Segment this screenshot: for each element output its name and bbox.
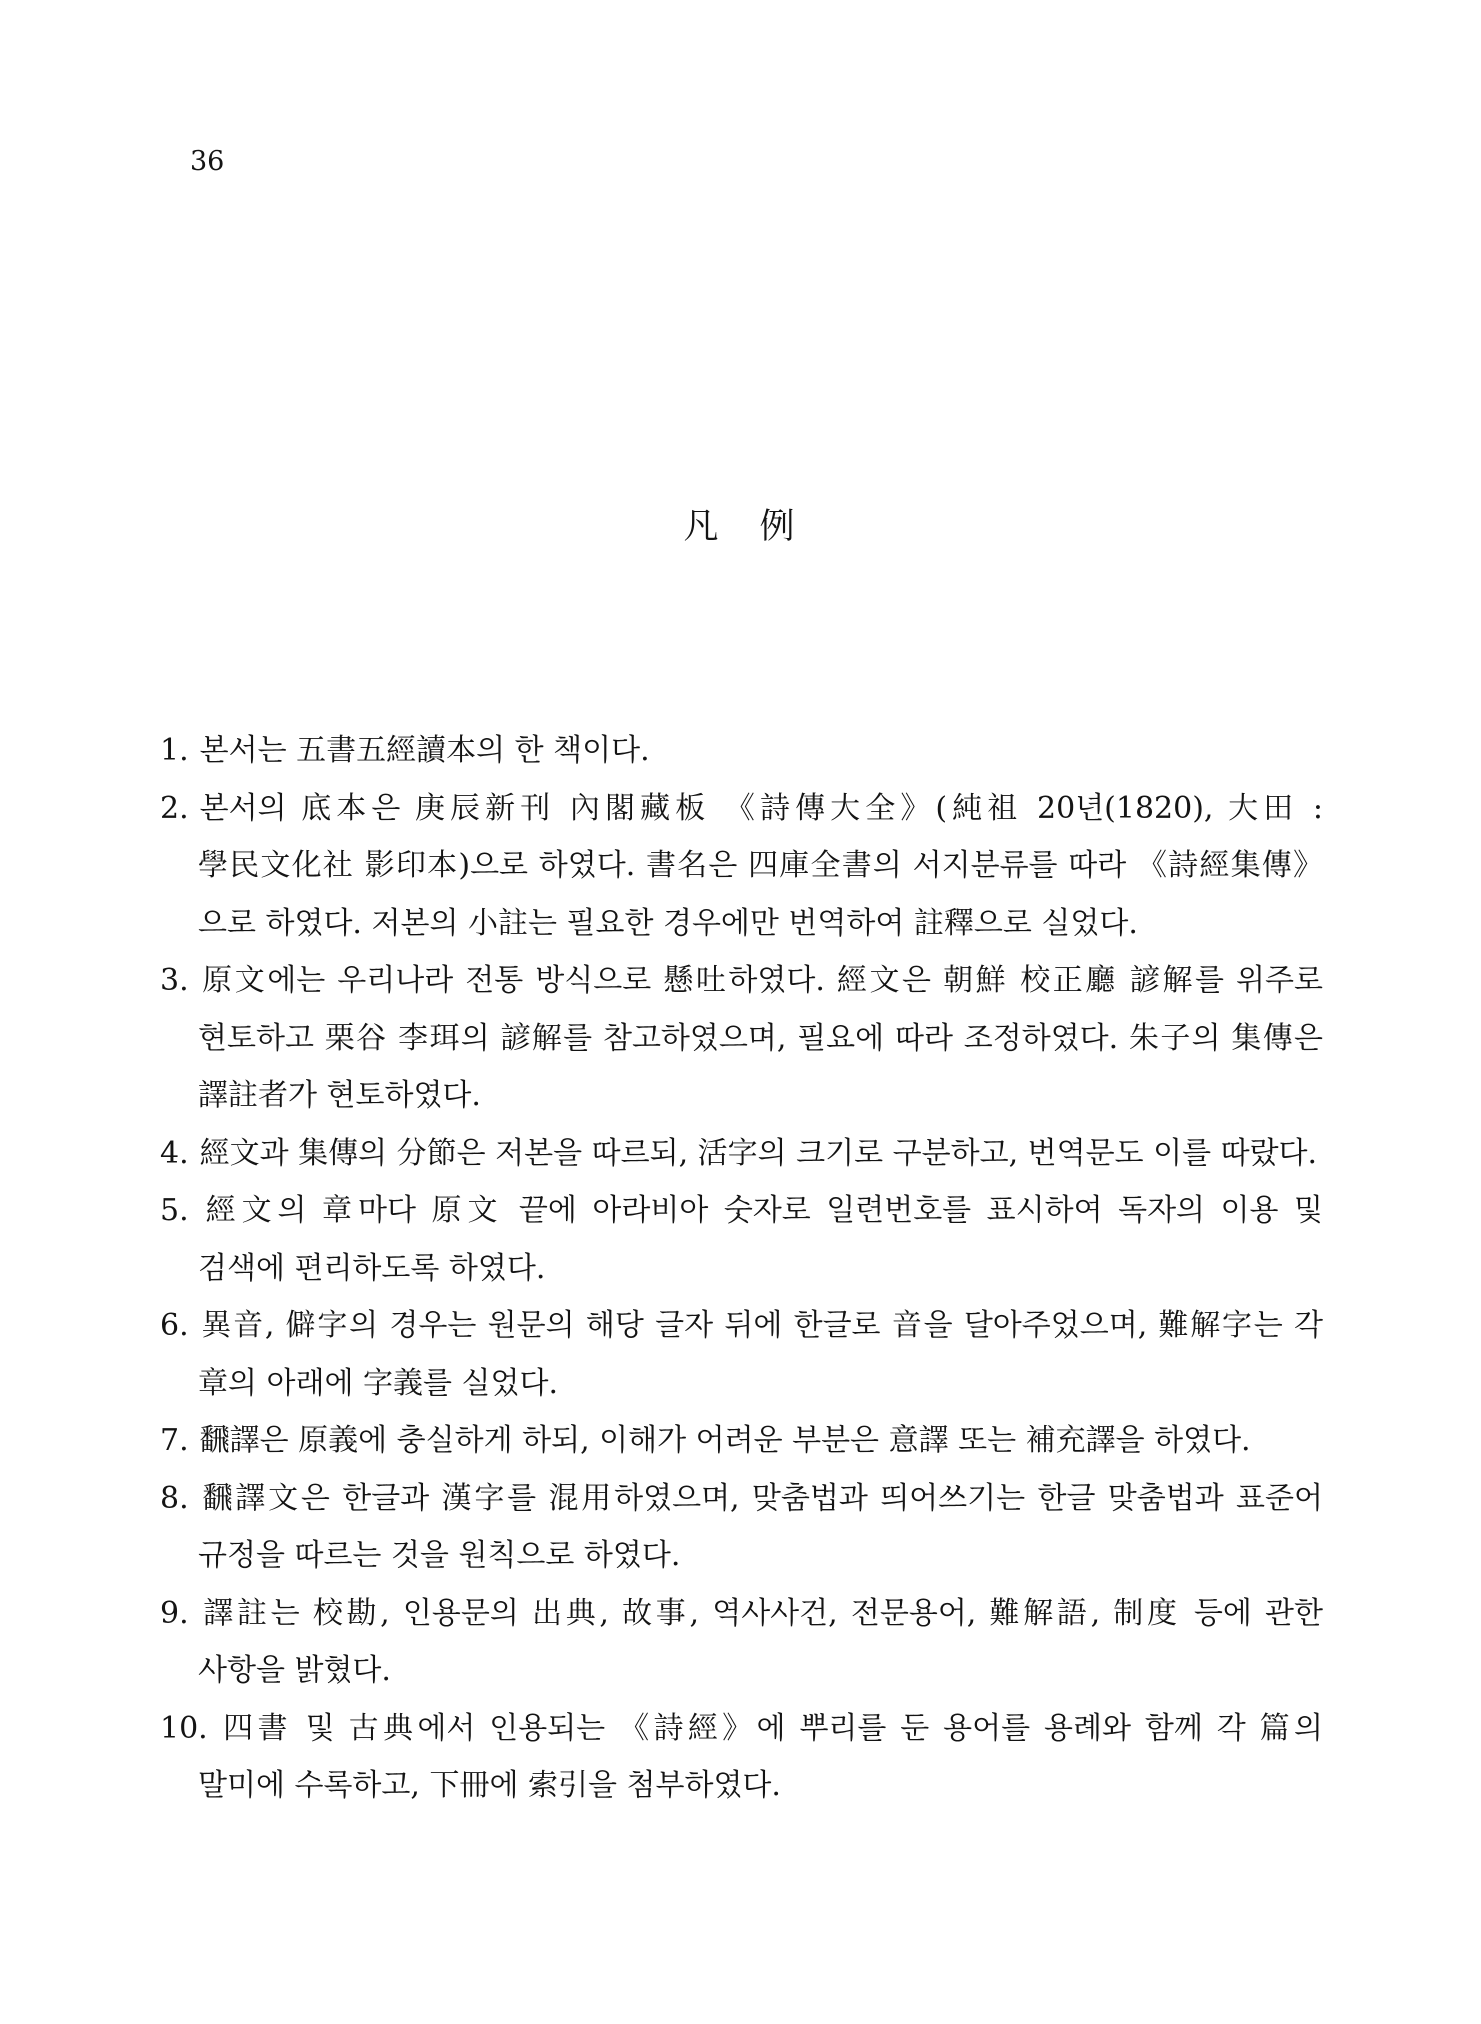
item-number: 2. xyxy=(160,790,189,826)
item-number: 3. xyxy=(160,963,189,998)
list-item xyxy=(160,1700,1323,1815)
list-item xyxy=(160,1182,1323,1297)
item-text: 原文에는 우리나라 전통 방식으로 懸吐하였다. 經文은 朝鮮 校正廳 諺解를 위주로 현토하고 栗谷 李珥의 諺解를 참고하였으며, 필요에 따라 조정하였다. 朱子의 集傳은 譯註者가 현토하였다. xyxy=(198,963,1323,1113)
item-text: 譯註는 校勘, 인용문의 出典, 故事, 역사사건, 전문용어, 難解語, 制度 등에 관한 사항을 밝혔다. xyxy=(198,1595,1323,1688)
item-number: 6. xyxy=(160,1308,189,1343)
item-text: 본서의 底本은 庚辰新刊 內閣藏板 《詩傳大全》(純祖 20년(1820), 大田 : 學民文化社 影印本)으로 하였다. 書名은 四庫全書의 서지분류를 따라 《詩經集傳》으로 하였다. 저본의 小註는 필요한 경우에만 번역하여 註釋으로 실었다. xyxy=(198,790,1323,941)
list-item xyxy=(160,1585,1323,1700)
item-text: 經文의 章마다 原文 끝에 아라비아 숫자로 일련번호를 표시하여 독자의 이용 및 검색에 편리하도록 하였다. xyxy=(198,1193,1323,1286)
list-item xyxy=(160,1297,1323,1412)
item-text: 飜譯文은 한글과 漢字를 混用하였으며, 맞춤법과 띄어쓰기는 한글 맞춤법과 표준어 규정을 따르는 것을 원칙으로 하였다. xyxy=(198,1480,1323,1573)
item-number: 7. xyxy=(160,1423,189,1458)
list-item xyxy=(160,1412,1323,1470)
list-item xyxy=(160,1125,1323,1183)
list-item xyxy=(160,952,1323,1125)
list-item xyxy=(160,780,1323,953)
item-text: 四書 및 古典에서 인용되는 《詩經》에 뿌리를 둔 용어를 용례와 함께 각 篇의 말미에 수록하고, 下冊에 索引을 첨부하였다. xyxy=(198,1710,1323,1803)
list-item xyxy=(160,722,1323,780)
item-number: 1. xyxy=(160,733,189,768)
item-text: 본서는 五書五經讀本의 한 책이다. xyxy=(199,733,650,768)
page-number: 36 xyxy=(190,146,225,177)
item-number: 4. xyxy=(160,1135,189,1171)
item-text: 異音, 僻字의 경우는 원문의 해당 글자 뒤에 한글로 音을 달아주었으며, 難解字는 각 章의 아래에 字義를 실었다. xyxy=(198,1308,1323,1401)
page-title: 凡 例 xyxy=(683,507,798,548)
item-number: 5. xyxy=(160,1193,189,1228)
list-item xyxy=(160,1470,1323,1585)
notes-list xyxy=(160,722,1323,1815)
item-text: 飜譯은 原義에 충실하게 하되, 이해가 어려운 부분은 意譯 또는 補充譯을 하였다. xyxy=(199,1423,1251,1458)
item-number: 8. xyxy=(160,1480,189,1516)
item-text: 經文과 集傳의 分節은 저본을 따르되, 活字의 크기로 구분하고, 번역문도 이를 따랐다. xyxy=(199,1135,1318,1171)
item-number: 10. xyxy=(160,1710,208,1746)
item-number: 9. xyxy=(160,1595,189,1631)
